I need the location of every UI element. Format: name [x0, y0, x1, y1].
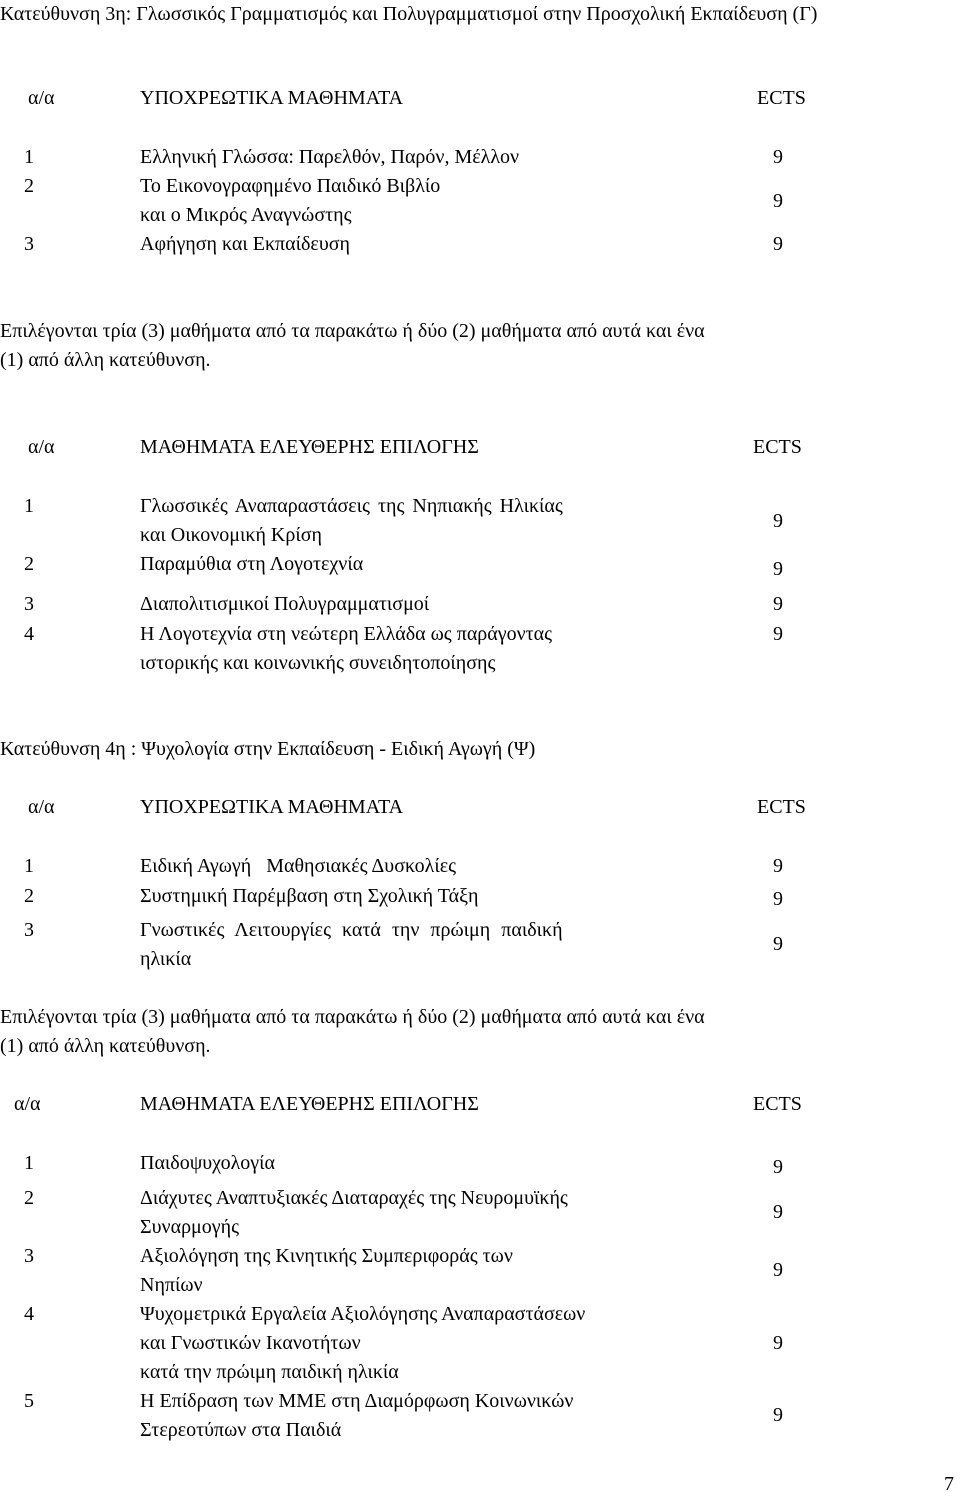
s4-elec-row2-line2: Συναρμογής [140, 1216, 239, 1238]
s4-elec-header-title: ΜΑΘΗΜΑΤΑ ΕΛΕΥΘΕΡΗΣ ΕΠΙΛΟΓΗΣ [140, 1093, 479, 1115]
s4-elec-row5-ects: 9 [773, 1404, 783, 1426]
s4-elec-row4-line2: και Γνωστικών Ικανοτήτων [140, 1332, 361, 1354]
s4-elec-row3-line2: Νηπίων [140, 1274, 203, 1296]
s3-elec-row3-line1: Διαπολιτισμικοί Πολυγραμματισμοί [140, 593, 430, 615]
s3-mand-header-title: ΥΠΟΧΡΕΩΤΙΚΑ ΜΑΘΗΜΑΤΑ [140, 87, 404, 109]
s4-elec-row4-line3: κατά την πρώιμη παιδική ηλικία [140, 1361, 399, 1383]
s4-mand-row1-line1: Ειδική Αγωγή Μαθησιακές Δυσκολίες [140, 855, 457, 877]
s4-mand-row3-line1: Γνωστικές Λειτουργίες κατά την πρώιμη παιδική [140, 919, 563, 941]
s3-note-line1: Επιλέγονται τρία (3) μαθήματα από τα παρακάτω ή δύο (2) μαθήματα από αυτά και ένα [0, 320, 705, 342]
s4-elec-row4-num: 4 [24, 1303, 34, 1325]
s4-elec-header-ects: ECTS [753, 1093, 802, 1115]
s3-elec-row1-line1: Γλωσσικές Αναπαραστάσεις της Νηπιακής Ηλικίας [140, 495, 563, 517]
s4-elec-row4-ects: 9 [773, 1332, 783, 1354]
s4-elec-row4-line1: Ψυχομετρικά Εργαλεία Αξιολόγησης Αναπαραστάσεων [140, 1303, 586, 1325]
s4-mand-row3-line2: ηλικία [140, 948, 192, 970]
s4-mand-header-ects: ECTS [757, 796, 806, 818]
s3-elec-row4-line1: Η Λογοτεχνία στη νεώτερη Ελλάδα ως παράγοντας [140, 623, 553, 645]
s3-elec-row4-ects: 9 [773, 623, 783, 645]
s3-mand-row1-num: 1 [24, 146, 34, 168]
s3-mand-header-ects: ECTS [757, 87, 806, 109]
s4-note-line1: Επιλέγονται τρία (3) μαθήματα από τα παρακάτω ή δύο (2) μαθήματα από αυτά και ένα [0, 1006, 705, 1028]
s4-elec-row2-line1: Διάχυτες Αναπτυξιακές Διαταραχές της Νευρομυϊκής [140, 1187, 568, 1209]
s3-elec-row3-ects: 9 [773, 593, 783, 615]
s4-note-line2: (1) από άλλη κατεύθυνση. [0, 1035, 211, 1057]
s3-elec-row2-line1: Παραμύθια στη Λογοτεχνία [140, 553, 364, 575]
s4-mand-row2-num: 2 [24, 885, 34, 907]
s4-elec-row3-ects: 9 [773, 1259, 783, 1281]
s3-elec-row1-num: 1 [24, 495, 34, 517]
s4-mand-row1-num: 1 [24, 855, 34, 877]
s3-mand-header-num: α/α [28, 87, 55, 109]
s4-elec-row2-ects: 9 [773, 1201, 783, 1223]
s3-elec-row1-line2: και Οικονομική Κρίση [140, 524, 322, 546]
s4-elec-row1-line1: Παιδοψυχολογία [140, 1152, 275, 1174]
s3-mand-row2-line1: Το Εικονογραφημένο Παιδικό Βιβλίο [140, 175, 441, 197]
s4-mand-header-num: α/α [28, 796, 55, 818]
s3-mand-row3-ects: 9 [773, 233, 783, 255]
section4-title: Κατεύθυνση 4η : Ψυχολογία στην Εκπαίδευση - Ειδική Αγωγή (Ψ) [0, 738, 536, 760]
s3-elec-row4-line2: ιστορικής και κοινωνικής συνειδητοποίησης [140, 652, 496, 674]
s4-elec-row5-num: 5 [24, 1390, 34, 1412]
s3-elec-header-ects: ECTS [753, 436, 802, 458]
s3-elec-row1-ects: 9 [773, 510, 783, 532]
s4-elec-row1-ects: 9 [773, 1156, 783, 1178]
s3-mand-row1-ects: 9 [773, 146, 783, 168]
s3-elec-header-title: ΜΑΘΗΜΑΤΑ ΕΛΕΥΘΕΡΗΣ ΕΠΙΛΟΓΗΣ [140, 436, 479, 458]
s4-elec-row3-num: 3 [24, 1245, 34, 1267]
s4-elec-header-num: α/α [14, 1093, 41, 1115]
s3-elec-row4-num: 4 [24, 623, 34, 645]
s4-elec-row5-line1: Η Επίδραση των ΜΜΕ στη Διαμόρφωση Κοινωνικών [140, 1390, 574, 1412]
s3-elec-row3-num: 3 [24, 593, 34, 615]
s4-elec-row2-num: 2 [24, 1187, 34, 1209]
s4-elec-row3-line1: Αξιολόγηση της Κινητικής Συμπεριφοράς των [140, 1245, 513, 1267]
s3-elec-header-num: α/α [28, 436, 55, 458]
s3-elec-row2-ects: 9 [773, 558, 783, 580]
s3-mand-row2-line2: και ο Μικρός Αναγνώστης [140, 204, 352, 226]
s4-mand-row2-line1: Συστημική Παρέμβαση στη Σχολική Τάξη [140, 885, 479, 907]
s3-mand-row2-num: 2 [24, 175, 34, 197]
s4-mand-row3-ects: 9 [773, 933, 783, 955]
section3-title: Κατεύθυνση 3η: Γλωσσικός Γραμματισμός και Πολυγραμματισμοί στην Προσχολική Εκπαίδευση (Γ) [0, 3, 818, 25]
s4-mand-row2-ects: 9 [773, 888, 783, 910]
s4-elec-row5-line2: Στερεοτύπων στα Παιδιά [140, 1419, 342, 1441]
s3-note-line2: (1) από άλλη κατεύθυνση. [0, 349, 211, 371]
s4-mand-row3-num: 3 [24, 919, 34, 941]
s3-mand-row2-ects: 9 [773, 190, 783, 212]
s4-mand-header-title: ΥΠΟΧΡΕΩΤΙΚΑ ΜΑΘΗΜΑΤΑ [140, 796, 404, 818]
s4-elec-row1-num: 1 [24, 1152, 34, 1174]
s3-mand-row1-line1: Ελληνική Γλώσσα: Παρελθόν, Παρόν, Μέλλον [140, 146, 520, 168]
s4-mand-row1-ects: 9 [773, 855, 783, 877]
page-number: 7 [944, 1473, 954, 1495]
s3-mand-row3-line1: Αφήγηση και Εκπαίδευση [140, 233, 350, 255]
s3-elec-row2-num: 2 [24, 553, 34, 575]
s3-mand-row3-num: 3 [24, 233, 34, 255]
